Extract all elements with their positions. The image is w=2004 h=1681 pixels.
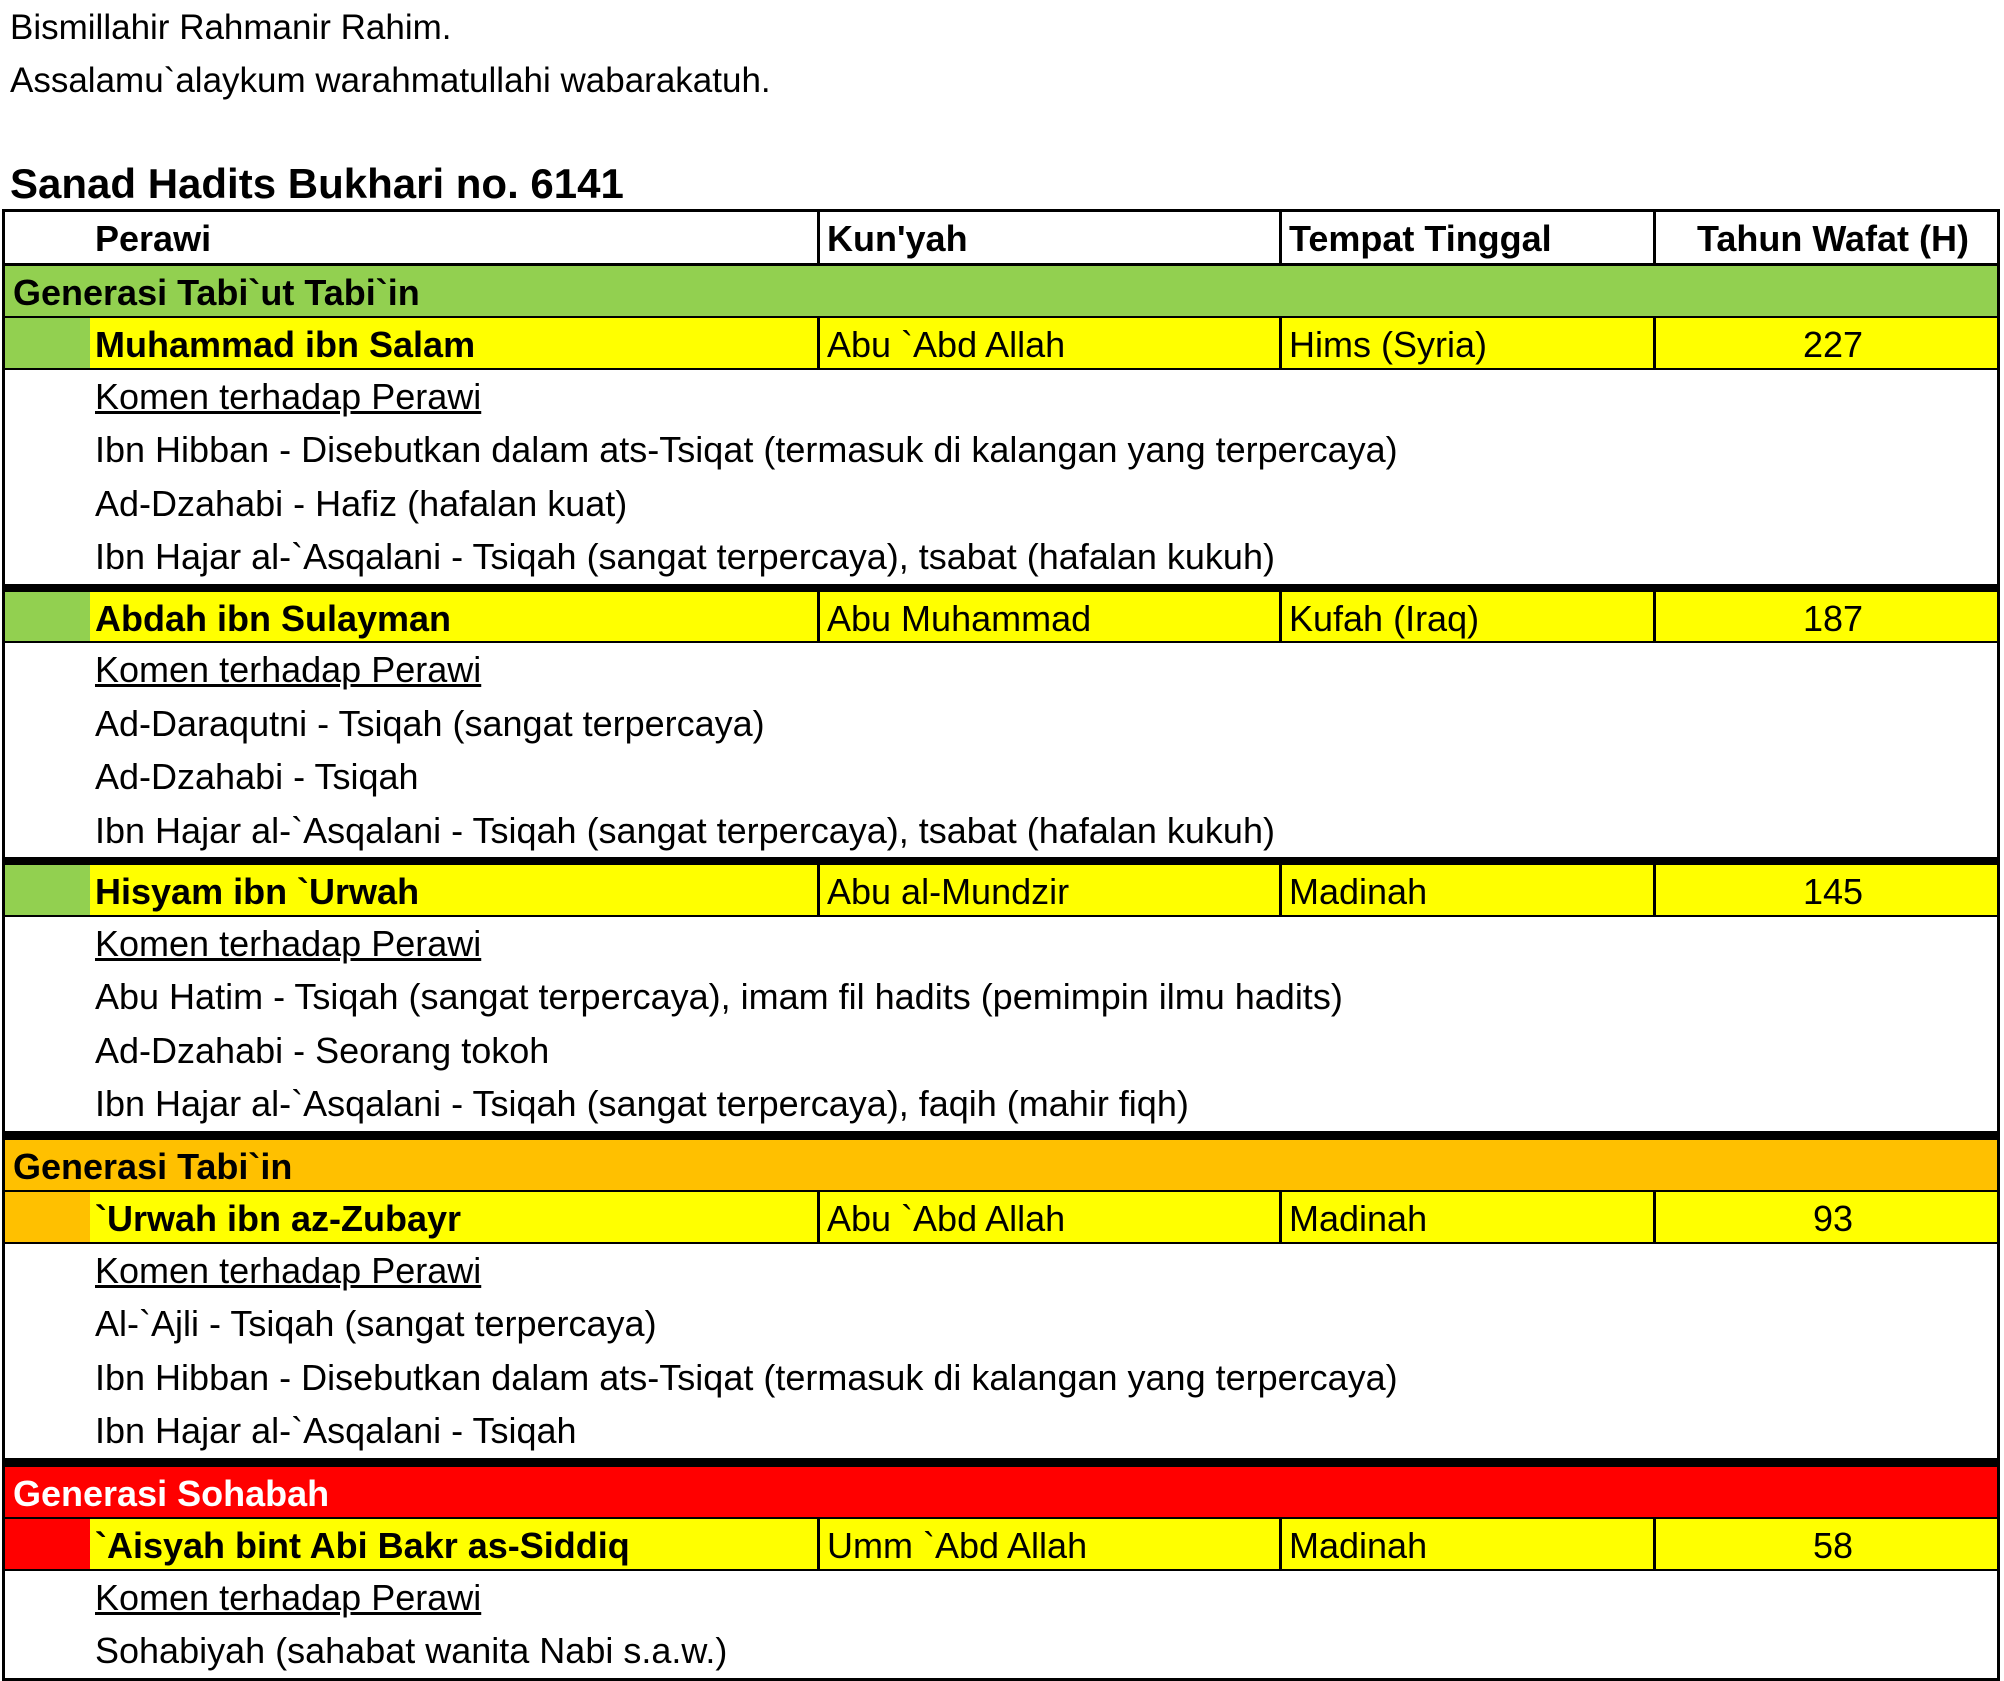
generation-color-swatch bbox=[5, 318, 90, 368]
generation-row bbox=[2, 263, 2000, 317]
narrator-tempat-tinggal: Madinah bbox=[1289, 1525, 1428, 1566]
narrator-name: `Urwah ibn az-Zubayr bbox=[95, 1198, 462, 1239]
table-header-row bbox=[2, 209, 2000, 263]
narrator-tahun-wafat: 58 bbox=[1812, 1525, 1854, 1566]
comment-line: Ibn Hibban - Disebutkan dalam ats-Tsiqat (termasuk di kalangan yang terpercaya) bbox=[95, 1356, 1398, 1398]
narrator-kunyah: Abu `Abd Allah bbox=[827, 324, 1066, 365]
narrator-kunyah: Umm `Abd Allah bbox=[827, 1525, 1088, 1566]
narrator-tempat-tinggal: Madinah bbox=[1289, 1198, 1428, 1239]
narrator-name: `Aisyah bint Abi Bakr as-Siddiq bbox=[95, 1525, 630, 1566]
comment-line: Ibn Hajar al-`Asqalani - Tsiqah bbox=[95, 1410, 577, 1451]
narrator-row bbox=[2, 316, 2000, 370]
comment-line: Ibn Hajar al-`Asqalani - Tsiqah (sangat terpercaya), tsabat (hafalan kukuh) bbox=[95, 809, 1275, 851]
generation-color-swatch bbox=[5, 1519, 90, 1569]
column-divider bbox=[817, 592, 820, 642]
narrator-kunyah: Abu `Abd Allah bbox=[827, 1198, 1066, 1239]
narrator-name: Abdah ibn Sulayman bbox=[95, 597, 452, 639]
generation-color-swatch bbox=[5, 865, 90, 915]
generation-label: Generasi Tabi`in bbox=[13, 1145, 293, 1187]
column-divider bbox=[1279, 592, 1282, 642]
generation-label: Generasi Sohabah bbox=[13, 1472, 330, 1514]
column-divider bbox=[817, 1519, 820, 1569]
comment-heading: Komen terhadap Perawi bbox=[95, 1249, 482, 1291]
generation-color-swatch bbox=[5, 592, 90, 642]
comment-line: Ad-Dzahabi - Seorang tokoh bbox=[95, 1029, 550, 1071]
header-perawi: Perawi bbox=[95, 218, 212, 259]
narrator-row bbox=[2, 590, 2000, 644]
comment-heading: Komen terhadap Perawi bbox=[95, 922, 482, 964]
header-tempat-tinggal: Tempat Tinggal bbox=[1289, 218, 1552, 259]
comment-line: Ibn Hibban - Disebutkan dalam ats-Tsiqat (termasuk di kalangan yang terpercaya) bbox=[95, 429, 1398, 470]
comment-heading: Komen terhadap Perawi bbox=[95, 649, 482, 690]
comment-line: Ad-Dzahabi - Hafiz (hafalan kuat) bbox=[95, 482, 628, 524]
generation-row bbox=[2, 1137, 2000, 1191]
comment-block bbox=[2, 370, 2000, 590]
narrator-name: Hisyam ibn `Urwah bbox=[95, 871, 420, 912]
narrator-tahun-wafat: 187 bbox=[1802, 597, 1864, 639]
comment-heading: Komen terhadap Perawi bbox=[95, 1576, 482, 1618]
sanad-table bbox=[2, 209, 2000, 1681]
comment-block bbox=[2, 643, 2000, 863]
narrator-tahun-wafat: 145 bbox=[1802, 871, 1864, 912]
column-divider bbox=[817, 318, 820, 368]
column-divider bbox=[1653, 1192, 1656, 1242]
generation-color-swatch bbox=[5, 1192, 90, 1242]
greeting-line-2: Assalamu`alaykum warahmatullahi wabarakatuh. bbox=[10, 61, 771, 100]
comment-line: Ibn Hajar al-`Asqalani - Tsiqah (sangat terpercaya), tsabat (hafalan kukuh) bbox=[95, 536, 1275, 577]
table-body bbox=[2, 263, 2000, 1681]
column-divider bbox=[1653, 592, 1656, 642]
column-divider bbox=[817, 212, 820, 263]
narrator-tempat-tinggal: Kufah (Iraq) bbox=[1289, 597, 1480, 639]
column-divider bbox=[817, 1192, 820, 1242]
narrator-name: Muhammad ibn Salam bbox=[95, 324, 476, 365]
greeting-line-1: Bismillahir Rahmanir Rahim. bbox=[10, 8, 452, 47]
comment-line: Ad-Dzahabi - Tsiqah bbox=[95, 756, 419, 797]
column-divider bbox=[1279, 1519, 1282, 1569]
column-divider bbox=[1653, 318, 1656, 368]
column-divider bbox=[1653, 865, 1656, 915]
narrator-tahun-wafat: 227 bbox=[1802, 324, 1864, 365]
narrator-tahun-wafat: 93 bbox=[1812, 1198, 1854, 1239]
column-divider bbox=[1653, 212, 1656, 263]
narrator-kunyah: Abu Muhammad bbox=[827, 597, 1092, 639]
comment-block bbox=[2, 917, 2000, 1137]
column-divider bbox=[1653, 1519, 1656, 1569]
comment-line: Ad-Daraqutni - Tsiqah (sangat terpercaya) bbox=[95, 702, 765, 744]
column-divider bbox=[1279, 318, 1282, 368]
header-tahun-wafat: Tahun Wafat (H) bbox=[1697, 218, 1969, 259]
generation-row bbox=[2, 1464, 2000, 1518]
generation-label: Generasi Tabi`ut Tabi`in bbox=[13, 271, 420, 313]
column-divider bbox=[817, 865, 820, 915]
comment-line: Sohabiyah (sahabat wanita Nabi s.a.w.) bbox=[95, 1630, 728, 1671]
narrator-kunyah: Abu al-Mundzir bbox=[827, 871, 1070, 912]
document-title: Sanad Hadits Bukhari no. 6141 bbox=[10, 160, 624, 207]
narrator-row bbox=[2, 863, 2000, 917]
narrator-tempat-tinggal: Hims (Syria) bbox=[1289, 324, 1487, 365]
comment-line: Abu Hatim - Tsiqah (sangat terpercaya), imam fil hadits (pemimpin ilmu hadits) bbox=[95, 976, 1343, 1017]
comment-heading: Komen terhadap Perawi bbox=[95, 375, 482, 417]
column-divider bbox=[1279, 865, 1282, 915]
narrator-row bbox=[2, 1190, 2000, 1244]
comment-block bbox=[2, 1571, 2000, 1681]
comment-block bbox=[2, 1244, 2000, 1464]
column-divider bbox=[1279, 1192, 1282, 1242]
comment-line: Ibn Hajar al-`Asqalani - Tsiqah (sangat terpercaya), faqih (mahir fiqh) bbox=[95, 1083, 1189, 1124]
comment-line: Al-`Ajli - Tsiqah (sangat terpercaya) bbox=[95, 1303, 657, 1344]
narrator-tempat-tinggal: Madinah bbox=[1289, 871, 1428, 912]
narrator-row bbox=[2, 1517, 2000, 1571]
column-divider bbox=[1279, 212, 1282, 263]
header-kunyah: Kun'yah bbox=[827, 218, 968, 259]
